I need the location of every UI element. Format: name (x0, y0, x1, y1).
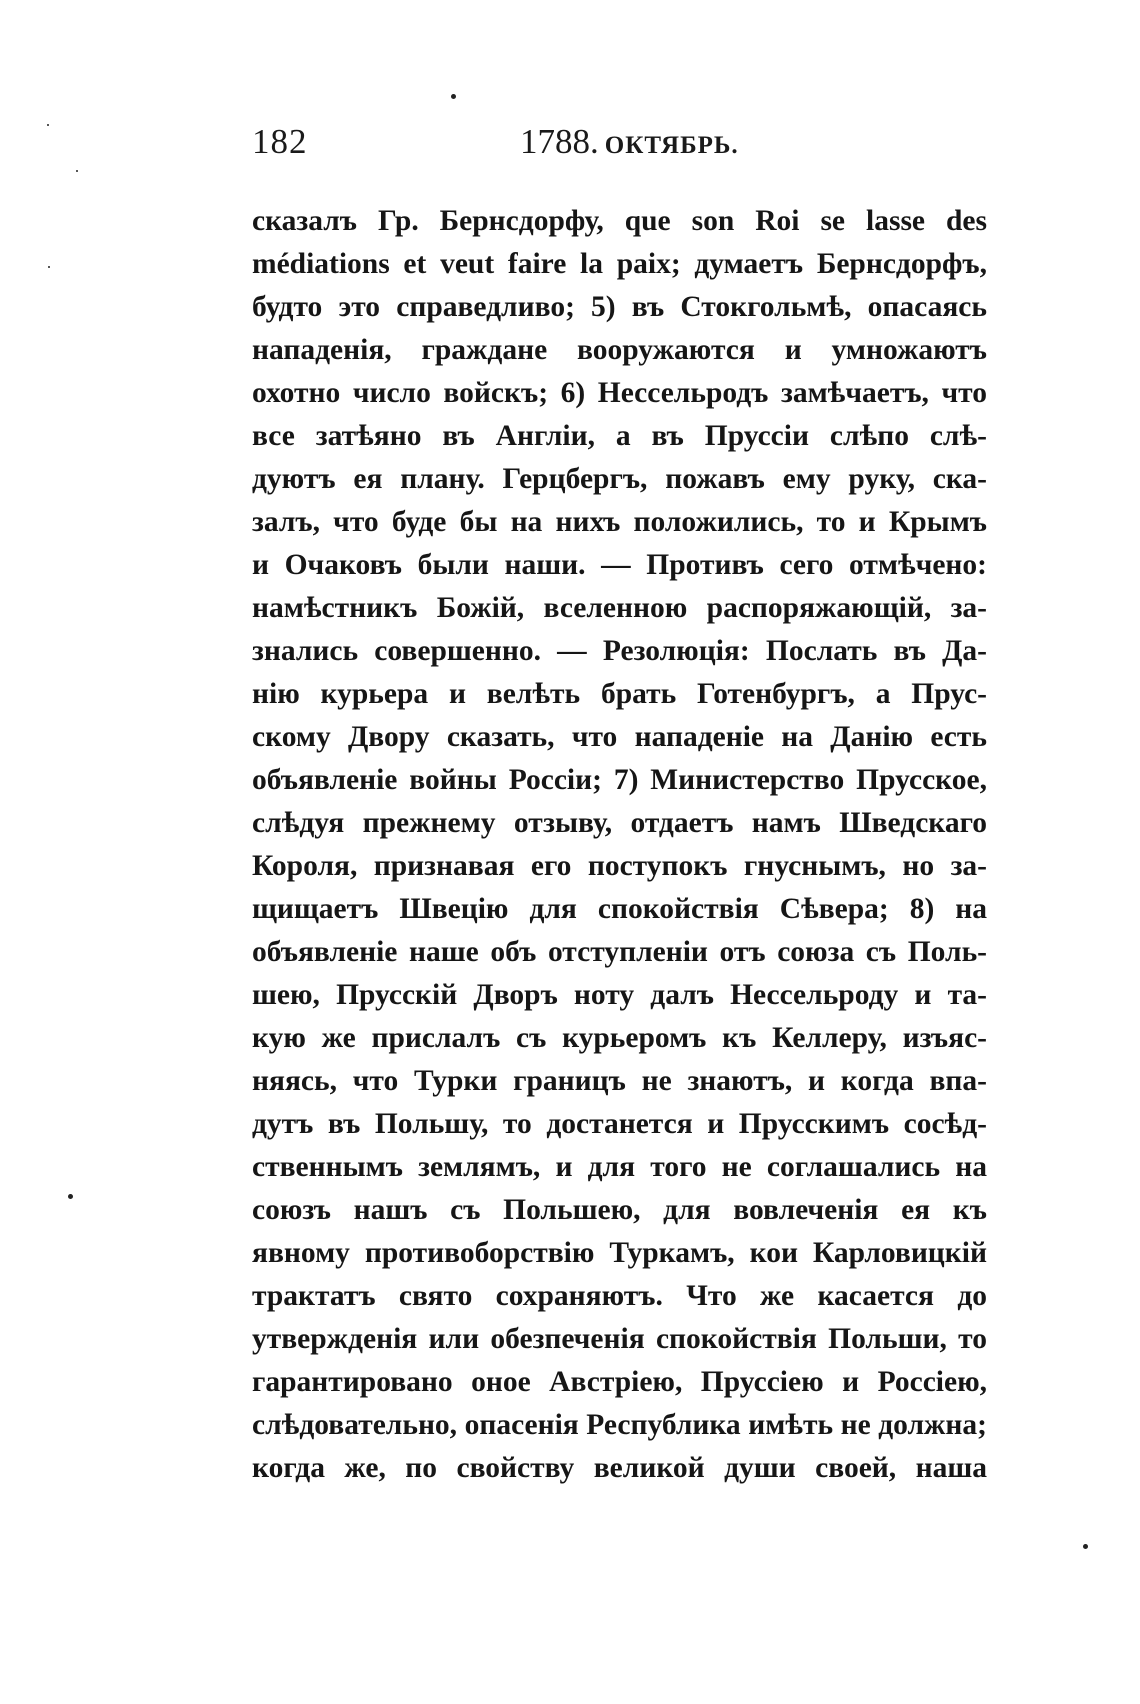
running-head-month: ОКТЯБРЬ. (604, 132, 739, 159)
text-line: когда же, по свойству великой души своей, наша (252, 1452, 987, 1484)
text-line: союзъ нашъ съ Польшею, для вовлеченія ея къ (252, 1194, 987, 1226)
text-line: намѣстникъ Божій, вселенною распоряжающій, за- (252, 592, 987, 624)
scan-speck (451, 94, 456, 99)
text-line: знались совершенно. — Резолюція: Послать въ Да- (252, 635, 987, 667)
scan-speck (76, 170, 78, 172)
text-line: няясь, что Турки границъ не знаютъ, и когда впа- (252, 1065, 987, 1097)
text-line: дуютъ ея плану. Герцбергъ, пожавъ ему руку, ска- (252, 463, 987, 495)
scan-speck (1083, 1544, 1088, 1549)
text-line: нію курьера и велѣть брать Готенбургъ, а Прус- (252, 678, 987, 710)
text-line: слѣдуя прежнему отзыву, отдаетъ намъ Шведскаго (252, 807, 987, 839)
text-line: объявленіе наше объ отступленіи отъ союза съ Поль- (252, 936, 987, 968)
text-line: трактатъ свято сохраняютъ. Что же касается до (252, 1280, 987, 1312)
text-line: гарантировано оное Австріею, Пруссіею и Россіею, (252, 1366, 987, 1398)
text-line: Короля, признавая его поступокъ гнуснымъ, но за- (252, 850, 987, 882)
running-head (520, 122, 739, 162)
running-head-year: 1788. (520, 122, 599, 161)
page-header (250, 122, 990, 166)
text-line: дутъ въ Польшу, то достанется и Прусскимъ сосѣд- (252, 1108, 987, 1140)
text-line: médiations et veut faire la paix; думаетъ Бернсдорфъ, (252, 248, 987, 280)
body-text (252, 200, 987, 1490)
scan-speck (68, 1194, 73, 1199)
text-line: кую же прислалъ съ курьеромъ къ Келлеру, изъяс- (252, 1022, 987, 1054)
text-line: сказалъ Гр. Бернсдорфу, que son Roi se lasse des (252, 205, 987, 237)
scan-speck (47, 124, 49, 126)
text-line: объявленіе войны Россіи; 7) Министерство Прусское, (252, 764, 987, 796)
text-line: явному противоборствію Туркамъ, кои Карловицкій (252, 1237, 987, 1269)
text-line: и Очаковъ были наши. — Противъ сего отмѣчено: (252, 549, 987, 581)
text-line: ственнымъ землямъ, и для того не соглашались на (252, 1151, 987, 1183)
scan-speck (48, 266, 50, 268)
text-line: охотно число войскъ; 6) Нессельродъ замѣчаетъ, что (252, 377, 987, 409)
text-line: скому Двору сказать, что нападеніе на Данію есть (252, 721, 987, 753)
text-line: щищаетъ Швецію для спокойствія Сѣвера; 8) на (252, 893, 987, 925)
text-line: будто это справедливо; 5) въ Стокгольмѣ, опасаясь (252, 291, 987, 323)
text-line: шею, Прусскій Дворъ ноту далъ Нессельроду и та- (252, 979, 987, 1011)
page-number: 182 (252, 122, 308, 161)
text-line: все затѣяно въ Англіи, а въ Пруссіи слѣпо слѣ- (252, 420, 987, 452)
text-line: залъ, что буде бы на нихъ положились, то и Крымъ (252, 506, 987, 538)
text-line: нападенія, граждане вооружаются и умножаютъ (252, 334, 987, 366)
text-line: слѣдовательно, опасенія Республика имѣть не должна; (252, 1409, 987, 1441)
text-line: утвержденія или обезпеченія спокойствія Польши, то (252, 1323, 987, 1355)
